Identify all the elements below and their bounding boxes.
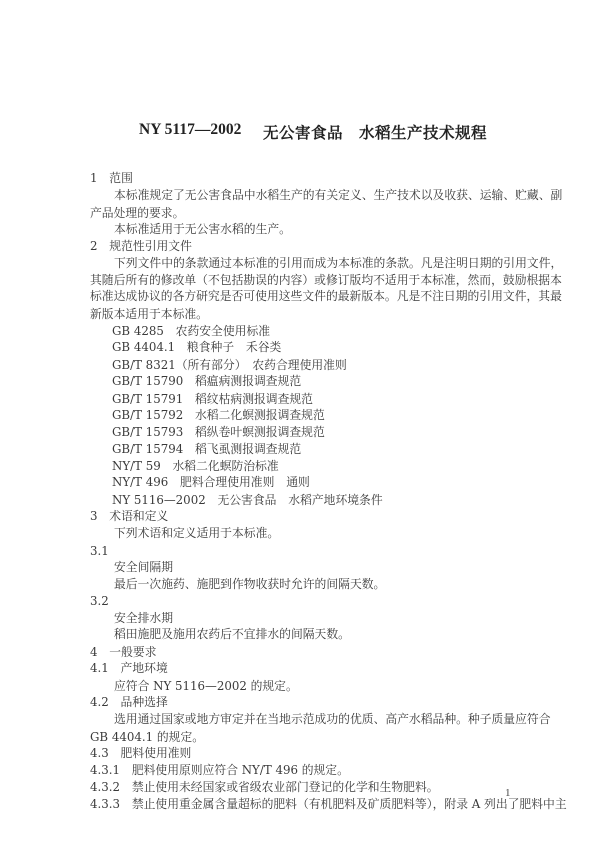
text-line: 3.2 bbox=[90, 594, 109, 608]
text-line: NY/T 59 水稻二化螟防治标准 bbox=[112, 459, 279, 473]
text-line: 最后一次施药、施肥到作物收获时允许的间隔天数。 bbox=[114, 577, 386, 591]
text-line: 3.1 bbox=[90, 544, 109, 558]
text-line: 标准达成协议的各方研究是否可使用这些文件的最新版本。凡是不注日期的引用文件，其最 bbox=[90, 289, 562, 303]
text-line: NY/T 496 肥料合理使用准则 通则 bbox=[112, 475, 310, 489]
text-line: 安全间隔期 bbox=[114, 560, 173, 574]
text-line: GB/T 15791 稻纹枯病测报调查规范 bbox=[112, 392, 313, 406]
text-line: 安全排水期 bbox=[114, 611, 173, 625]
text-line: GB/T 15792 水稻二化螟测报调查规范 bbox=[112, 408, 325, 422]
text-line: 下列文件中的条款通过本标准的引用而成为本标准的条款。凡是注明日期的引用文件， bbox=[114, 256, 563, 270]
text-line: GB 4285 农药安全使用标准 bbox=[112, 324, 271, 338]
text-line: 4.2 品种选择 bbox=[90, 695, 168, 709]
text-line: GB/T 15793 稻纵卷叶螟测报调查规范 bbox=[112, 425, 325, 439]
text-line: 本标准适用于无公害水稻的生产。 bbox=[114, 222, 291, 236]
text-line: 4.3.1 肥料使用原则应符合 NY/T 496 的规定。 bbox=[90, 763, 349, 777]
text-line: GB 4404.1 粮食种子 禾谷类 bbox=[112, 340, 282, 354]
text-line: 应符合 NY 5116—2002 的规定。 bbox=[114, 679, 298, 693]
text-line: 下列术语和定义适用于本标准。 bbox=[114, 526, 280, 540]
text-line: 4.3.2 禁止使用未经国家或省级农业部门登记的化学和生物肥料。 bbox=[90, 780, 439, 794]
text-line: 4 一般要求 bbox=[90, 645, 157, 659]
text-line: 2 规范性引用文件 bbox=[90, 239, 192, 253]
text-line: 新版本适用于本标准。 bbox=[90, 307, 208, 321]
text-line: GB/T 15790 稻瘟病测报调查规范 bbox=[112, 374, 302, 388]
text-line: GB/T 8321（所有部分） 农药合理使用准则 bbox=[112, 358, 347, 372]
text-line: GB 4404.1 的规定。 bbox=[90, 730, 205, 744]
text-line: 本标准规定了无公害食品中水稻生产的有关定义、生产技术以及收获、运输、贮藏、副 bbox=[114, 188, 563, 202]
page-number: 1 bbox=[505, 787, 511, 799]
text-line: 产品处理的要求。 bbox=[90, 206, 185, 220]
text-line: GB/T 15794 稻飞虱测报调查规范 bbox=[112, 442, 302, 456]
standard-code: NY 5117—2002 bbox=[139, 121, 242, 138]
standard-name: 无公害食品 水稻生产技术规程 bbox=[263, 123, 488, 142]
text-line: NY 5116—2002 无公害食品 水稻产地环境条件 bbox=[112, 493, 383, 507]
text-line: 稻田施肥及施用农药后不宜排水的间隔天数。 bbox=[114, 627, 350, 641]
text-line: 其随后所有的修改单（不包括勘误的内容）或修订版均不适用于本标准，然而，鼓励根据本 bbox=[90, 273, 562, 287]
text-line: 4.1 产地环境 bbox=[90, 661, 168, 675]
text-line: 4.3.3 禁止使用重金属含量超标的肥料（有机肥料及矿质肥料等），附录 A 列出了肥料中主 bbox=[90, 797, 567, 811]
text-line: 1 范围 bbox=[90, 171, 133, 185]
text-line: 4.3 肥料使用准则 bbox=[90, 746, 192, 760]
text-line: 选用通过国家或地方审定并在当地示范成功的优质、高产水稻品种。种子质量应符合 bbox=[114, 712, 551, 726]
text-line: 3 术语和定义 bbox=[90, 509, 169, 523]
